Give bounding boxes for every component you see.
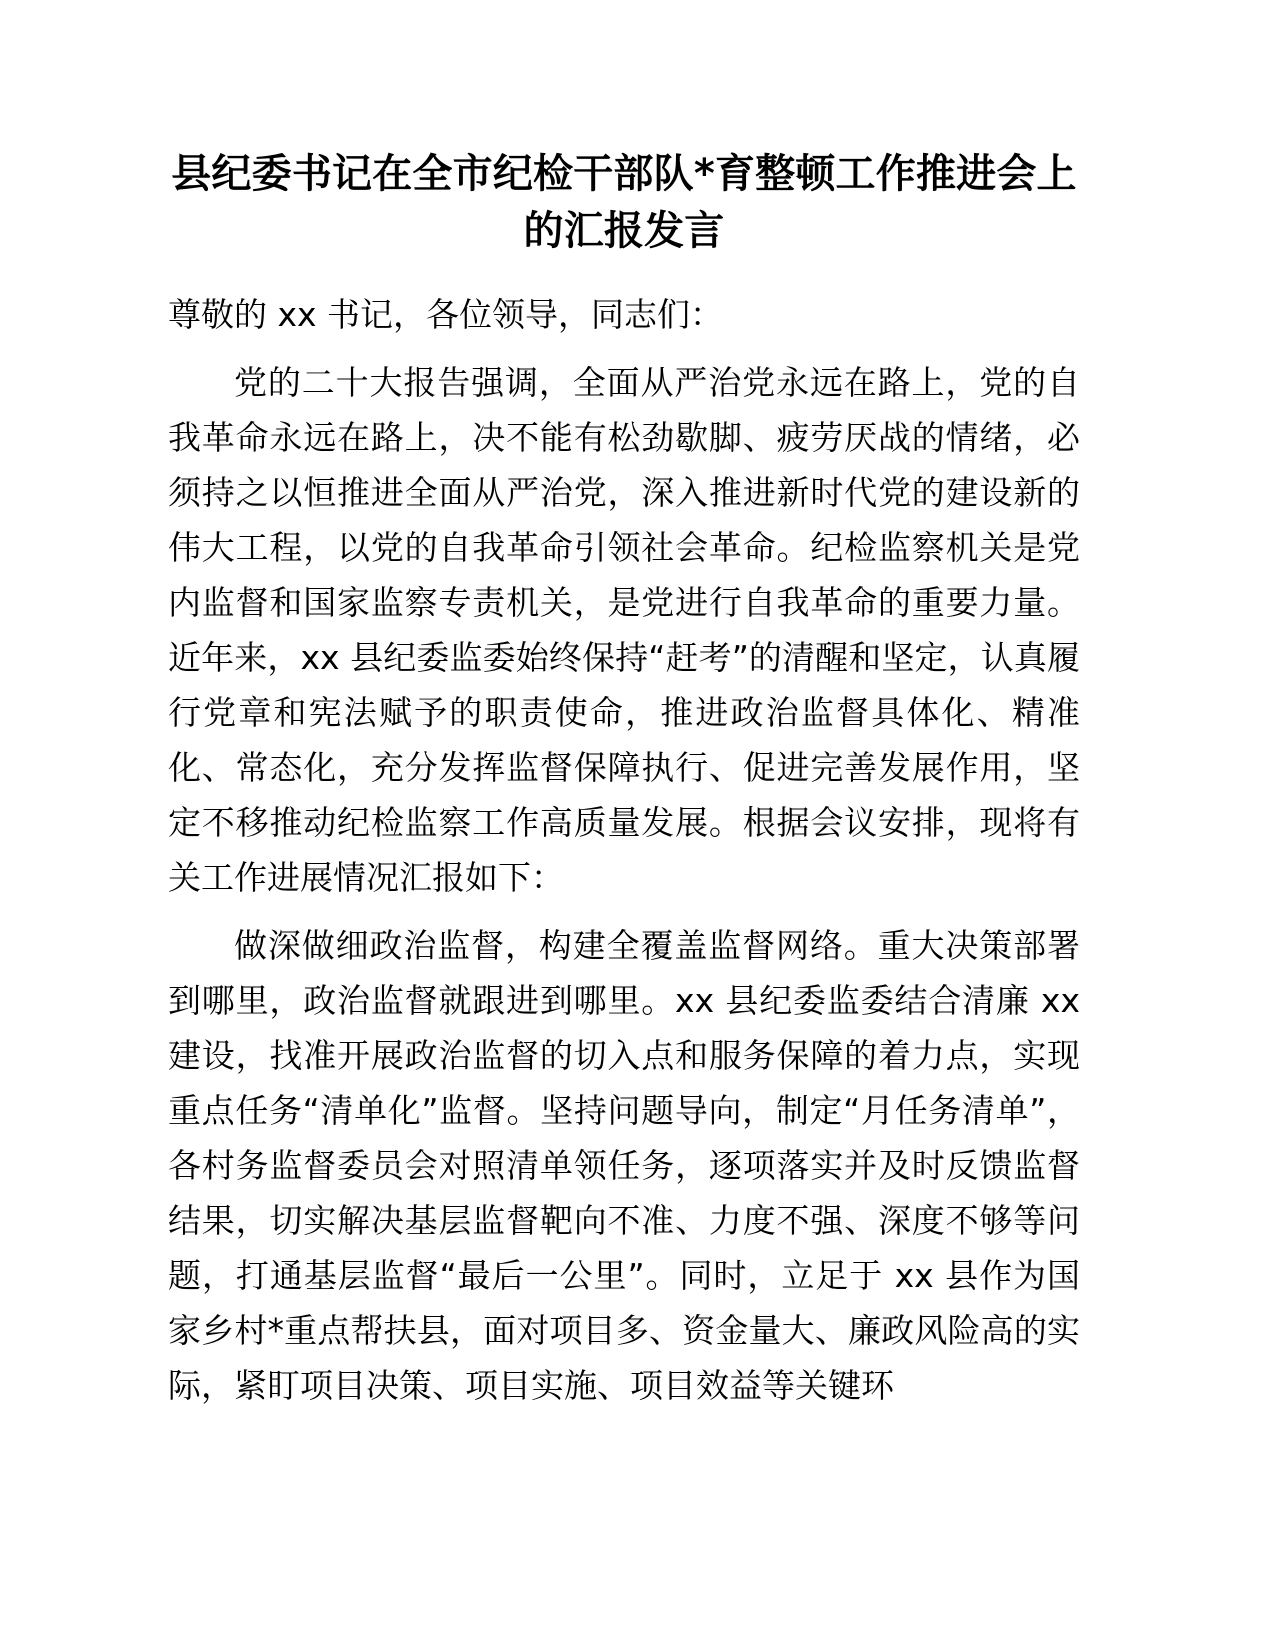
salutation-line: 尊敬的 xx 书记，各位领导，同志们： (168, 295, 724, 334)
body-paragraph-1: 党的二十大报告强调，全面从严治党永远在路上，党的自我革命永远在路上，决不能有松劲歇脚、疲劳厌战的情绪，必须持之以恒推进全面从严治党，深入推进新时代党的建设新的伟大工程，以党的自我革命引领社会革命。纪检监察机关是党内监督和国家监察专责机关，是党进行自我革命的重要力量。近年来，xx 县纪委监委始终保持“赶考”的清醒和坚定，认真履行党章和宪法赋予的职责使命，推进政治监督具体化、精准化、常态化，充分发挥监督保障执行、促进完善发展作用，坚定不移推动纪检监察工作高质量发展。根据会议安排，现将有关工作进展情况汇报如下： (168, 363, 1080, 897)
document-title: 县纪委书记在全市纪检干部队*育整顿工作推进会上的汇报发言 (171, 151, 1077, 254)
document-body (168, 0, 1080, 1413)
body-paragraph-2: 做深做细政治监督，构建全覆盖监督网络。重大决策部署到哪里，政治监督就跟进到哪里。xx 县纪委监委结合清廉 xx 建设，找准开展政治监督的切入点和服务保障的着力点，实现重点任务“清单化”监督。坚持问题导向，制定“月任务清单”，各村务监督委员会对照清单领任务，逐项落实并及时反馈监督结果，切实解决基层监督靶向不准、力度不强、深度不够等问题，打通基层监督“最后一公里”。同时，立足于 xx 县作为国家乡村*重点帮扶县，面对项目多、资金量大、廉政风险高的实际，紧盯项目决策、项目实施、项目效益等关键环 (168, 926, 1080, 1405)
